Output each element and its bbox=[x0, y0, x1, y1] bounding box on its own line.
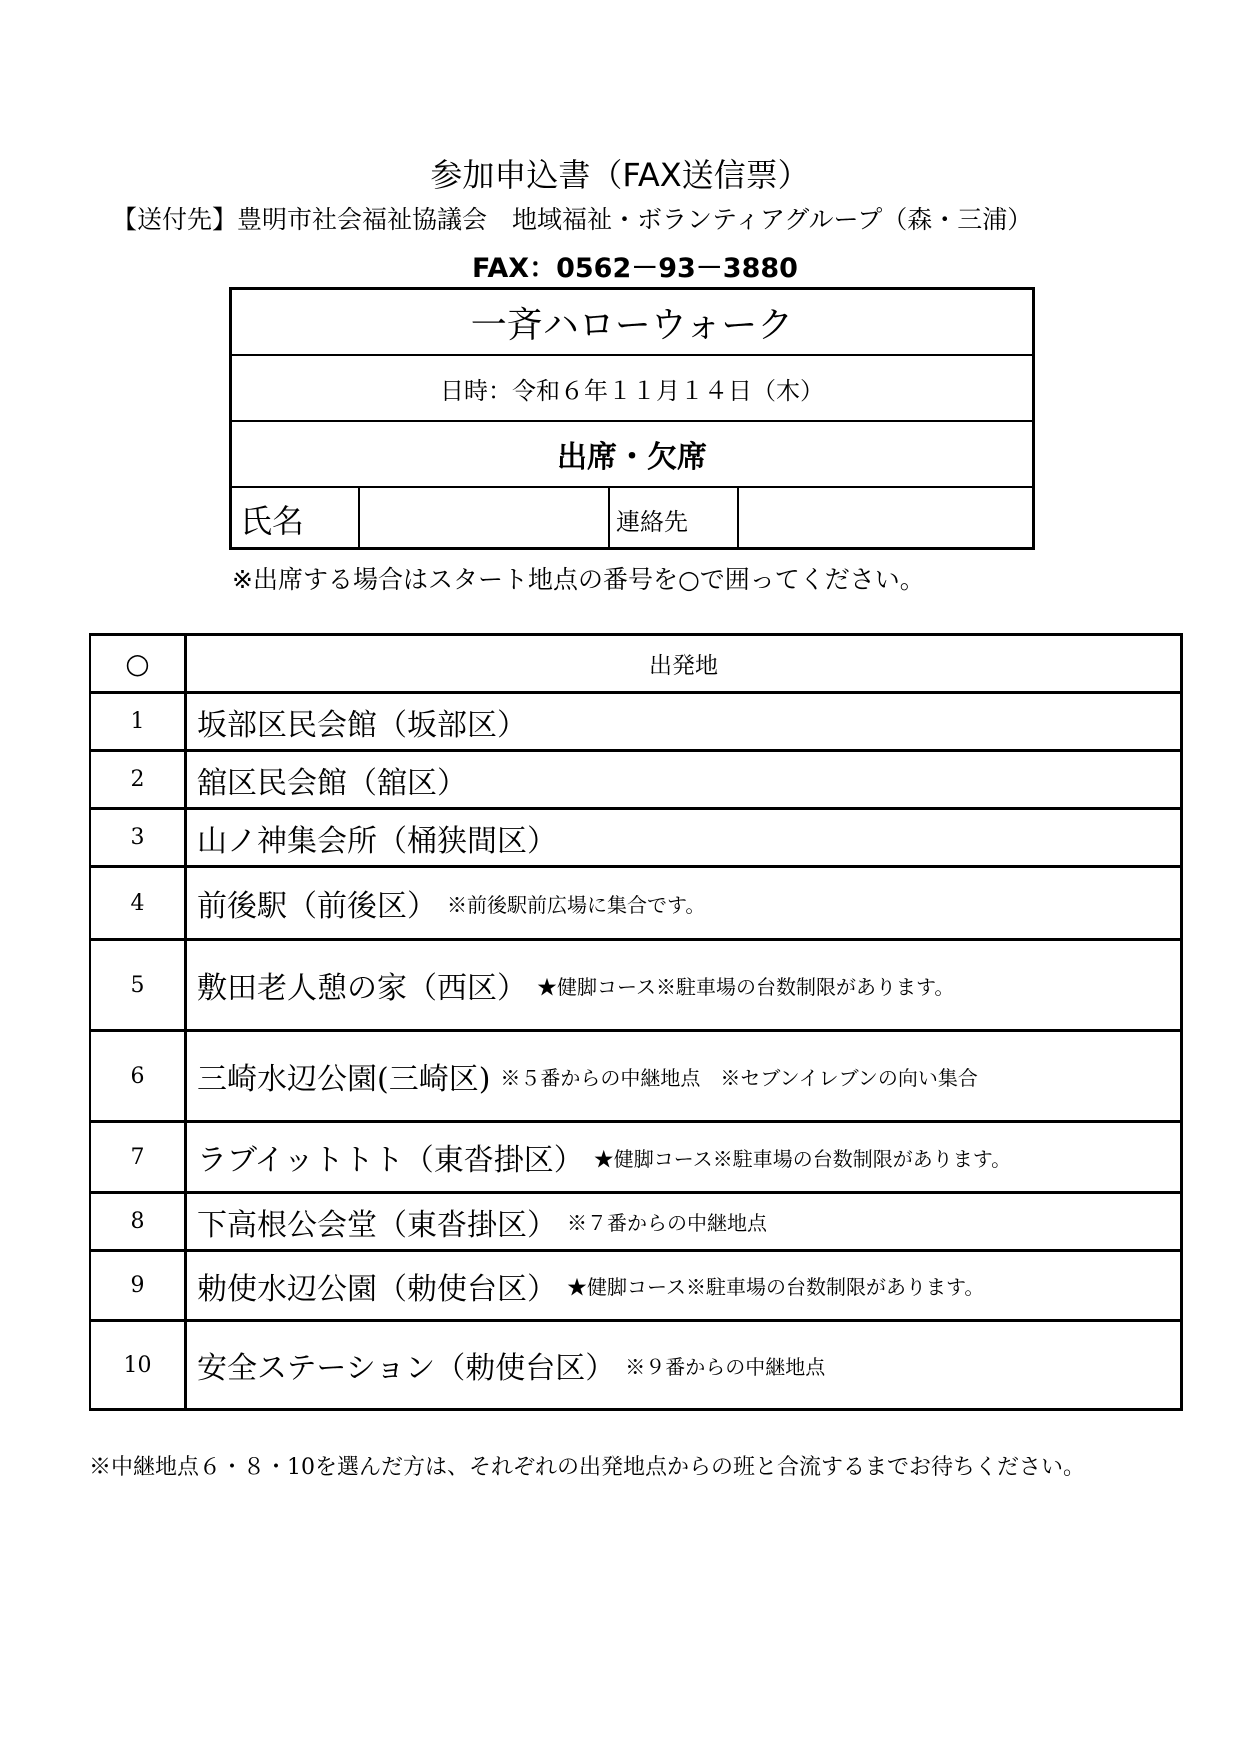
row-number[interactable]: 3 bbox=[91, 810, 187, 865]
location-cell bbox=[197, 1123, 1011, 1191]
contact-label: 連絡先 bbox=[610, 488, 739, 550]
footer-note: ※中継地点６・８・10を選んだ方は、それぞれの出発地点からの班と合流するまでお待ちください。 bbox=[89, 1455, 1085, 1480]
applicant-row bbox=[232, 488, 1032, 550]
table-row bbox=[91, 1029, 1180, 1120]
location-note: ★健脚コース※駐車場の台数制限があります。 bbox=[537, 974, 955, 999]
row-number[interactable]: 9 bbox=[91, 1252, 187, 1319]
table-row bbox=[91, 1249, 1180, 1319]
location-cell bbox=[197, 1032, 978, 1120]
location-name: 安全ステーション（勅使台区） bbox=[197, 1351, 616, 1386]
row-number[interactable]: 7 bbox=[91, 1123, 187, 1191]
location-name: 三崎水辺公園(三崎区) bbox=[197, 1062, 491, 1097]
location-name: 前後駅（前後区） bbox=[197, 889, 437, 924]
location-cell bbox=[197, 941, 954, 1029]
row-number[interactable]: 1 bbox=[91, 694, 187, 749]
location-note: ※９番からの中継地点 bbox=[625, 1354, 826, 1379]
location-note: ※７番からの中継地点 bbox=[567, 1211, 767, 1235]
location-cell bbox=[197, 868, 705, 938]
location-cell bbox=[197, 810, 557, 865]
location-name: 山ノ神集会所（桶狭間区） bbox=[197, 823, 557, 859]
contact-field[interactable] bbox=[739, 488, 1032, 550]
location-name: 勅使水辺公園（勅使台区） bbox=[197, 1271, 557, 1307]
row-number[interactable]: 10 bbox=[91, 1322, 187, 1408]
event-box bbox=[229, 287, 1035, 550]
location-column-header: 出発地 bbox=[649, 653, 718, 679]
table-row bbox=[91, 807, 1180, 865]
name-label: 氏名 bbox=[232, 488, 360, 550]
attendance-choice[interactable]: 出席・欠席 bbox=[232, 422, 1032, 488]
event-date: 日時：令和６年１１月１４日（木） bbox=[232, 356, 1032, 422]
location-cell bbox=[197, 752, 467, 807]
table-row bbox=[91, 938, 1180, 1029]
location-cell bbox=[197, 1194, 767, 1249]
location-name: 下高根公会堂（東沓掛区） bbox=[197, 1207, 557, 1243]
row-number[interactable]: 4 bbox=[91, 868, 187, 938]
destination-line: 【送付先】豊明市社会福祉協議会 地域福祉・ボランティアグループ（森・三浦） bbox=[112, 205, 1033, 234]
location-name: 舘区民会館（舘区） bbox=[197, 765, 467, 801]
table-header-row bbox=[91, 633, 1180, 691]
row-number[interactable]: 6 bbox=[91, 1032, 187, 1120]
start-location-table bbox=[89, 633, 1183, 1411]
event-name: 一斉ハローウォーク bbox=[232, 290, 1032, 356]
table-row bbox=[91, 1120, 1180, 1191]
location-name: 坂部区民会館（坂部区） bbox=[197, 707, 527, 743]
location-note: ★健脚コース※駐車場の台数制限があります。 bbox=[593, 1146, 1012, 1171]
location-note: ※５番からの中継地点 ※セブンイレブンの向い集合 bbox=[500, 1065, 978, 1090]
fax-number: FAX：0562－93－3880 bbox=[472, 253, 798, 284]
name-field[interactable] bbox=[360, 488, 610, 550]
location-note: ★健脚コース※駐車場の台数制限があります。 bbox=[567, 1275, 985, 1299]
row-number[interactable]: 5 bbox=[91, 941, 187, 1029]
location-cell bbox=[197, 694, 527, 749]
table-row bbox=[91, 865, 1180, 938]
location-cell bbox=[197, 1322, 825, 1408]
page-title: 参加申込書（FAX送信票） bbox=[430, 156, 810, 194]
location-name: 敷田老人憩の家（西区） bbox=[197, 971, 527, 1006]
row-number[interactable]: 8 bbox=[91, 1194, 187, 1249]
table-row bbox=[91, 1191, 1180, 1249]
table-row bbox=[91, 1319, 1180, 1411]
location-cell bbox=[197, 1252, 984, 1319]
instruction-note: ※出席する場合はスタート地点の番号を○で囲ってください。 bbox=[232, 565, 925, 594]
location-name: ラブイットトト（東沓掛区） bbox=[197, 1143, 584, 1178]
row-number[interactable]: 2 bbox=[91, 752, 187, 807]
location-note: ※前後駅前広場に集合です。 bbox=[447, 892, 706, 917]
circle-column-header: ○ bbox=[91, 636, 187, 691]
table-row bbox=[91, 749, 1180, 807]
table-row bbox=[91, 691, 1180, 749]
